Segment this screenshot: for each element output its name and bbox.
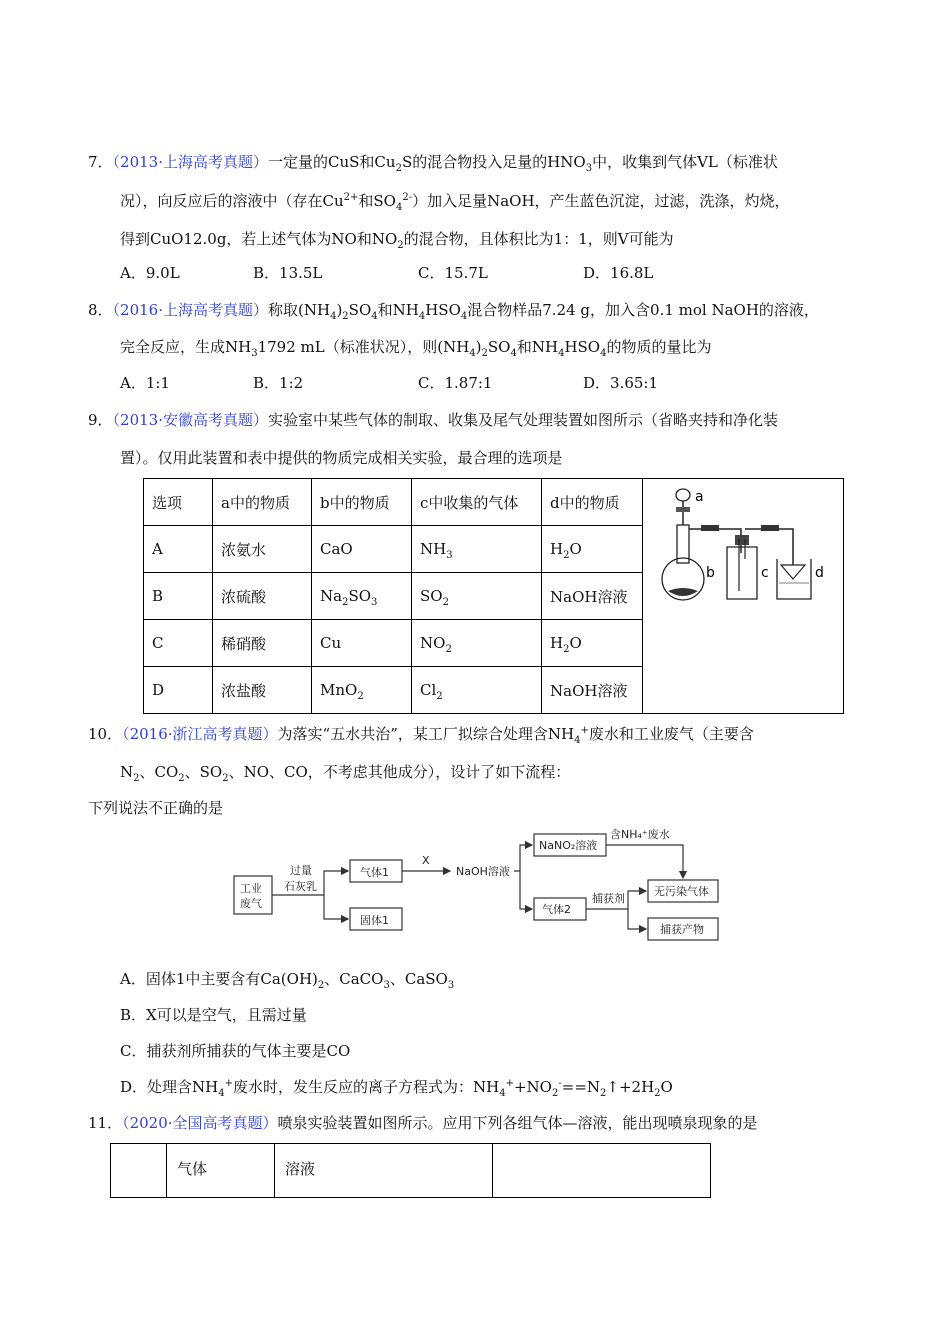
- q10-flowchart: [228, 824, 728, 950]
- q9-line-2: 置）。仅用此装置和表中提供的物质完成相关实验，最合理的选项是: [120, 449, 563, 467]
- svg-text:X: X: [422, 854, 430, 867]
- q7-line-2: 况），向反应后的溶液中（存在$Cu^{2+}$和$SO_4^{2-}$）加入足量NaOH，产生蓝色沉淀，过滤，洗涤，灼烧，: [120, 192, 790, 213]
- table-row: A 浓氨水 CaO $NH_3$ $H_2O$: [144, 526, 844, 573]
- q7-option-a[interactable]: A．9.0L: [120, 264, 180, 282]
- q8-source: （2016·上海高考真题）: [112, 301, 268, 319]
- flow-nano2: NaNO₂溶液: [539, 839, 598, 852]
- table-row: D 浓盐酸 MnO$_2$ $Cl_2$ NaOH溶液: [144, 667, 844, 714]
- q7-option-b[interactable]: B．13.5L: [253, 264, 323, 282]
- svg-text:捕获剂: 捕获剂: [592, 892, 625, 905]
- svg-text:废气: 废气: [240, 897, 262, 910]
- svg-text:含NH₄⁺废水: 含NH₄⁺废水: [610, 828, 670, 841]
- q8-option-c[interactable]: C．1.87:1: [418, 374, 493, 392]
- table-header-row: 气体 溶液: [111, 1144, 711, 1198]
- q7-line-3: 得到CuO12.0g，若上述气体为NO和$NO_2$的混合物，且体积比为1：1，则V可能为: [120, 230, 674, 251]
- q11-source: （2020·全国高考真题）: [122, 1114, 278, 1132]
- table-row: B 浓硫酸 $Na_2SO_3$ $SO_2$ NaOH溶液: [144, 573, 844, 620]
- table-row: C 稀硝酸 Cu $NO_2$ $H_2O$: [144, 620, 844, 667]
- apparatus-figure-cell: [643, 479, 844, 714]
- table-header-row: 选项 a中的物质 b中的物质 c中收集的气体 d中的物质 a b c d: [144, 479, 844, 526]
- label-d: d: [815, 565, 824, 581]
- q8-option-a[interactable]: A．1:1: [120, 374, 170, 392]
- q7-number: 7．: [88, 153, 113, 171]
- flow-naoh: NaOH溶液: [456, 865, 510, 878]
- q8-option-d[interactable]: D．3.65:1: [583, 374, 659, 392]
- flow-solid1: 固体1: [360, 914, 389, 927]
- label-a: a: [695, 489, 704, 505]
- svg-text:石灰乳: 石灰乳: [284, 880, 317, 893]
- q9-table: [143, 478, 844, 714]
- q10-option-c[interactable]: C．捕获剂所捕获的气体主要是CO: [120, 1042, 351, 1060]
- q7-line-1: 7．（2013·上海高考真题）一定量的CuS和$Cu_2S$的混合物投入足量的$HNO_3$中，收集到气体VL（标准状: [88, 153, 778, 174]
- q8-line-1: 8．（2016·上海高考真题）称取$(NH_4)_2SO_4$和$NH_4HSO_4$混合物样品7.24 g，加入含0.1 mol NaOH的溶液，: [88, 301, 819, 322]
- q10-option-d[interactable]: D．处理含$NH_4^+$废水时，发生反应的离子方程式为：$NH_4^++NO_2^-==N_2↑+2H_2O$: [120, 1078, 673, 1099]
- q9-line-1: 9．（2013·安徽高考真题）实验室中某些气体的制取、收集及尾气处理装置如图所示（省略夹持和净化装: [88, 411, 779, 429]
- flow-gas1: 气体1: [360, 866, 389, 879]
- q10-source: （2016·浙江高考真题）: [122, 725, 278, 743]
- q8-option-b[interactable]: B．1:2: [253, 374, 304, 392]
- label-b: b: [706, 565, 715, 581]
- flow-harmless-gas: 无污染气体: [654, 885, 709, 898]
- apparatus-figure: [643, 479, 843, 604]
- q10-line-2: $N_2$、$CO_2$、$SO_2$、NO、CO，不考虑其他成分），设计了如下流程：: [120, 763, 571, 784]
- q10-option-a[interactable]: A．固体1中主要含有$Ca(OH)_2$、CaCO$_3$、CaSO$_3$: [120, 970, 455, 991]
- q8-line-2: 完全反应，生成$NH_31792$ mL（标准状况），则$(NH_4)_2SO_4$和$NH_4HSO_4$的物质的量比为: [120, 338, 712, 359]
- q7-option-c[interactable]: C．15.7L: [418, 264, 488, 282]
- q11-table: [110, 1143, 711, 1198]
- q9-source: （2013·安徽高考真题）: [112, 411, 268, 429]
- label-c: c: [761, 565, 769, 581]
- q7-source: （2013·上海高考真题）: [112, 153, 268, 171]
- svg-text:过量: 过量: [290, 864, 312, 877]
- q10-line-1: 10．（2016·浙江高考真题）为落实“五水共治”，某工厂拟综合处理含$NH_4^+$废水和工业废气（主要含: [88, 725, 754, 746]
- q11-line-1: 11．（2020·全国高考真题）喷泉实验装置如图所示。应用下列各组气体—溶液，能出现喷泉现象的是: [88, 1114, 758, 1132]
- q10-option-b[interactable]: B．X可以是空气，且需过量: [120, 1006, 307, 1024]
- flow-gas2: 气体2: [542, 903, 571, 916]
- q7-option-d[interactable]: D．16.8L: [583, 264, 654, 282]
- flow-waste-gas: 工业: [240, 882, 262, 895]
- flow-captured-product: 捕获产物: [660, 923, 704, 936]
- q10-prompt: 下列说法不正确的是: [88, 799, 224, 817]
